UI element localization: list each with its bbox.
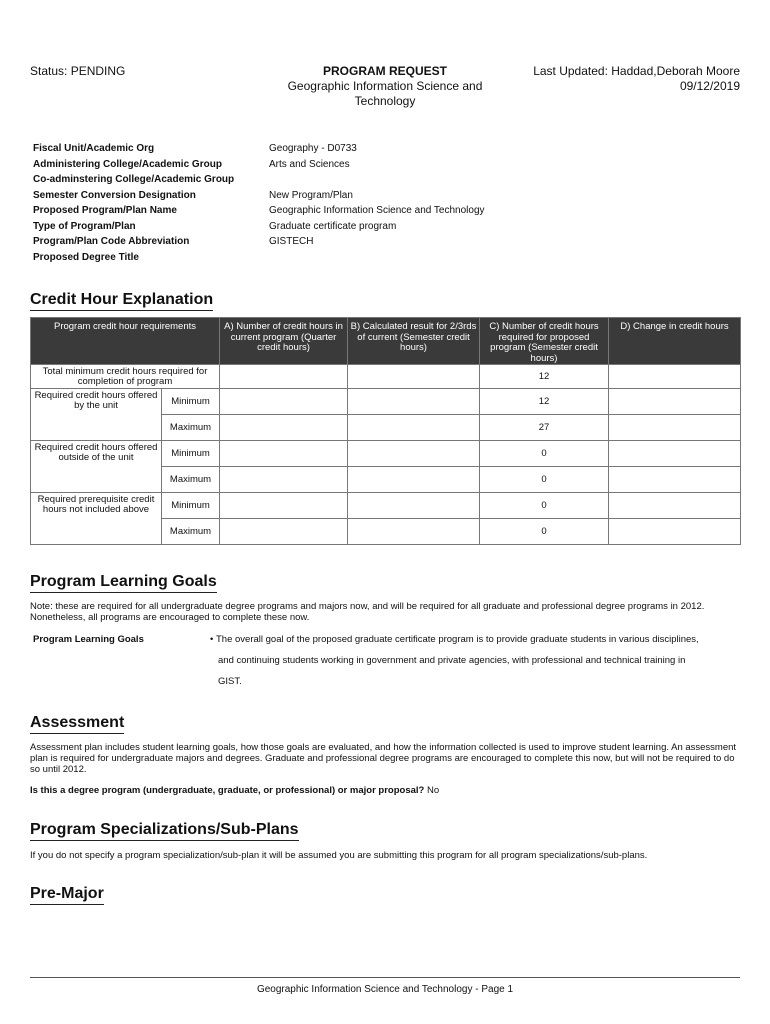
info-label: Proposed Degree Title	[33, 251, 139, 263]
minimum-label: Minimum	[162, 441, 220, 467]
minimum-label: Minimum	[162, 389, 220, 415]
info-label: Proposed Program/Plan Name	[33, 205, 177, 216]
cell-d	[609, 389, 741, 415]
last-updated-by: Last Updated: Haddad,Deborah Moore	[533, 64, 740, 78]
header-col-a: A) Number of credit hours in current program (Quarter credit hours)	[220, 318, 348, 365]
cell-b	[348, 389, 480, 415]
maximum-label: Maximum	[162, 415, 220, 441]
cell-a	[220, 493, 348, 519]
cell-d	[609, 365, 741, 389]
section-heading-credit-hours: Credit Hour Explanation	[30, 290, 213, 311]
bullet-icon: •	[210, 634, 214, 645]
cell-d	[609, 415, 741, 441]
degree-program-question	[30, 785, 439, 796]
unit-min-c: 12	[480, 389, 609, 415]
info-label: Administering College/Academic Group	[33, 158, 222, 170]
info-value	[269, 250, 485, 266]
table-row	[31, 441, 741, 467]
cell-b	[348, 467, 480, 493]
prereq-min-c: 0	[480, 493, 609, 519]
goal-line: GIST.	[218, 676, 242, 687]
program-name-line1: Geographic Information Science and	[287, 79, 483, 93]
maximum-label: Maximum	[162, 519, 220, 545]
total-min-label: Total minimum credit hours required for completion of program	[31, 365, 220, 389]
credit-hour-table	[30, 317, 741, 545]
cell-d	[609, 441, 741, 467]
info-label: Semester Conversion Designation	[33, 189, 196, 201]
info-label: Co-adminstering College/Academic Group	[33, 174, 235, 185]
cell-a	[220, 415, 348, 441]
table-row	[31, 389, 741, 415]
info-label: Program/Plan Code Abbreviation	[33, 236, 190, 247]
question-answer: No	[426, 785, 440, 796]
cell-b	[348, 493, 480, 519]
info-value	[269, 172, 485, 188]
info-labels	[33, 141, 234, 265]
cell-b	[348, 519, 480, 545]
header-col-c: C) Number of credit hours required for proposed program (Semester credit hours)	[480, 318, 609, 365]
info-value: Geographic Information Science and Technology	[269, 205, 485, 216]
status-text: Status: PENDING	[30, 64, 126, 78]
section-heading-assessment: Assessment	[30, 713, 124, 734]
table-row	[31, 493, 741, 519]
goal-line: • The overall goal of the proposed graduate certificate program is to provide graduate students in various disciplines,	[210, 634, 699, 645]
cell-a	[220, 467, 348, 493]
page-footer: Geographic Information Science and Technology - Page 1	[256, 984, 514, 995]
cell-a	[220, 365, 348, 389]
learning-goals-note: Note: these are required for all undergraduate degree programs and majors now, and will be required for all graduate and professional degree programs in 2012. Nonetheless, all programs are encouraged to complete these now.	[30, 601, 705, 623]
cell-d	[609, 493, 741, 519]
info-value: Arts and Sciences	[269, 158, 350, 170]
footer-divider	[30, 977, 740, 978]
last-updated-date: 09/12/2019	[679, 79, 740, 93]
minimum-label: Minimum	[162, 493, 220, 519]
cell-b	[348, 365, 480, 389]
outside-min-c: 0	[480, 441, 609, 467]
learning-goals-text	[210, 634, 740, 697]
info-value: Graduate certificate program	[269, 220, 397, 232]
prereq-hours-label: Required prerequisite credit hours not included above	[31, 493, 162, 545]
table-row	[31, 365, 741, 389]
cell-a	[220, 441, 348, 467]
maximum-label: Maximum	[162, 467, 220, 493]
table-header-row	[31, 318, 741, 365]
header-requirements: Program credit hour requirements	[31, 318, 220, 365]
unit-hours-label: Required credit hours offered by the unit	[31, 389, 162, 441]
header-col-d: D) Change in credit hours	[609, 318, 741, 365]
info-value: Geography - D0733	[269, 143, 357, 154]
outside-hours-label: Required credit hours offered outside of the unit	[31, 441, 162, 493]
last-updated	[533, 64, 740, 94]
unit-max-c: 27	[480, 415, 609, 441]
info-label: Fiscal Unit/Academic Org	[33, 143, 155, 154]
section-heading-specializations: Program Specializations/Sub-Plans	[30, 820, 299, 841]
program-name-line2: Technology	[354, 94, 416, 108]
section-heading-pre-major: Pre-Major	[30, 884, 104, 905]
cell-a	[220, 519, 348, 545]
document-header-title	[260, 64, 510, 109]
cell-d	[609, 519, 741, 545]
section-heading-learning-goals: Program Learning Goals	[30, 572, 217, 593]
learning-goals-label: Program Learning Goals	[33, 634, 144, 645]
goal-line: and continuing students working in government and private agencies, with professional and technical training in	[218, 655, 686, 666]
total-min-c: 12	[480, 365, 609, 389]
header-col-b: B) Calculated result for 2/3rds of current (Semester credit hours)	[348, 318, 480, 365]
prereq-max-c: 0	[480, 519, 609, 545]
page-title: PROGRAM REQUEST	[322, 64, 447, 78]
cell-b	[348, 415, 480, 441]
info-values	[269, 141, 485, 265]
question-label: Is this a degree program (undergraduate, graduate, or professional) or major proposal?	[30, 785, 425, 796]
info-value: New Program/Plan	[269, 189, 353, 201]
outside-max-c: 0	[480, 467, 609, 493]
cell-b	[348, 441, 480, 467]
assessment-text: Assessment plan includes student learning goals, how those goals are evaluated, and how the information collected is used to improve student learning. An assessment plan is required for undergraduate majors and degrees. Graduate and professional degree programs are encouraged to complete this now, but will not be required to do so until 2012.	[30, 742, 737, 775]
specializations-text: If you do not specify a program specialization/sub-plan it will be assumed you are submitting this program for all program specializations/sub-plans.	[30, 850, 648, 861]
cell-d	[609, 467, 741, 493]
info-label: Type of Program/Plan	[33, 220, 136, 232]
cell-a	[220, 389, 348, 415]
info-value: GISTECH	[269, 236, 314, 247]
